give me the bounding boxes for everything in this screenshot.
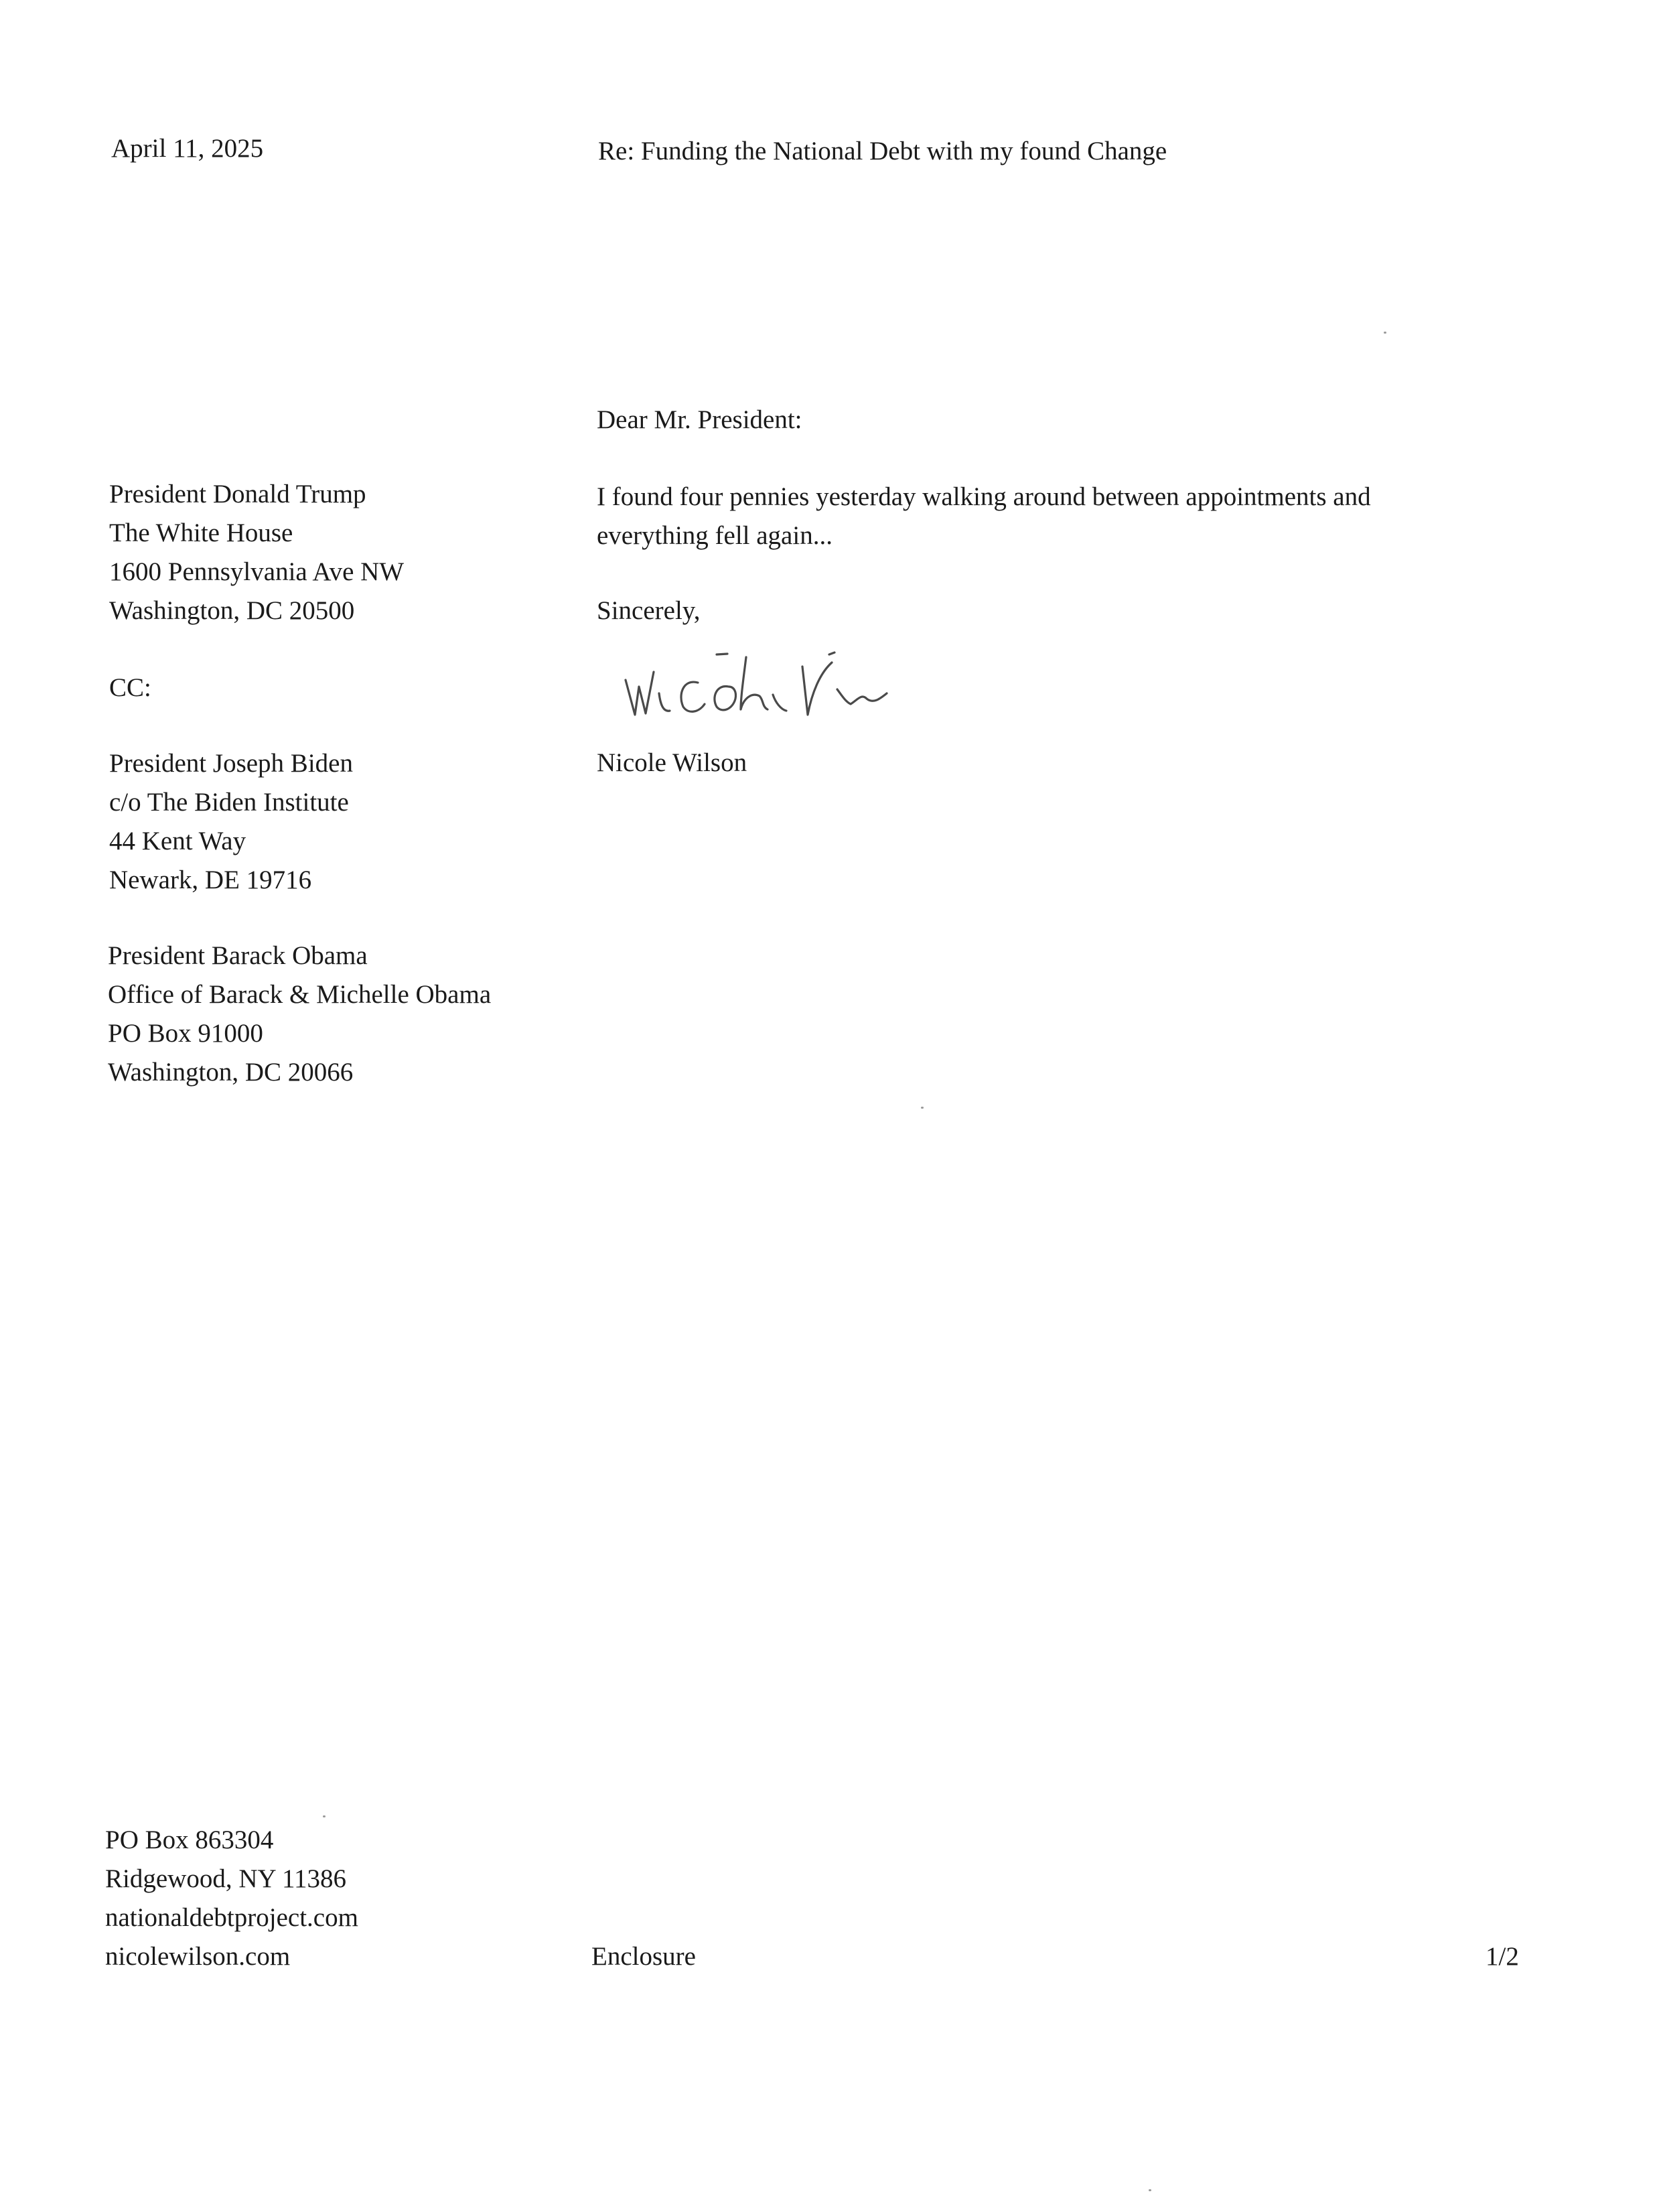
- page-number: 1/2: [1486, 1942, 1519, 1971]
- cc-address: [108, 937, 491, 1092]
- cc-address-line: Office of Barack & Michelle Obama: [108, 980, 492, 1009]
- body-paragraph-line: I found four pennies yesterday walking around between appointments and: [597, 482, 1371, 511]
- signature-name: Nicole Wilson: [597, 748, 747, 777]
- scan-speck: [1149, 2189, 1151, 2191]
- cc-address: [109, 744, 353, 900]
- body-paragraph: [597, 478, 1371, 555]
- enclosure-note: Enclosure: [591, 1942, 696, 1971]
- cc-address-line: PO Box 91000: [108, 1019, 263, 1048]
- scan-speck: [1384, 332, 1386, 334]
- recipient-address: [109, 475, 404, 630]
- recipient-address-line: Washington, DC 20500: [109, 596, 355, 625]
- cc-address-line: President Barack Obama: [108, 941, 368, 970]
- cc-address-line: President Joseph Biden: [109, 749, 353, 778]
- handwritten-signature: [616, 640, 911, 730]
- sender-website-line: nicolewilson.com: [105, 1942, 291, 1971]
- salutation: Dear Mr. President:: [597, 405, 802, 434]
- sender-address-line: PO Box 863304: [105, 1825, 274, 1854]
- sender-website-line: nationaldebtproject.com: [105, 1903, 358, 1932]
- cc-address-line: Newark, DE 19716: [109, 866, 312, 894]
- closing: Sincerely,: [597, 596, 701, 625]
- sender-address: [105, 1821, 358, 1976]
- letter-date: April 11, 2025: [111, 134, 264, 163]
- cc-address-line: 44 Kent Way: [109, 827, 246, 855]
- sender-address-line: Ridgewood, NY 11386: [105, 1864, 347, 1893]
- cc-address-line: Washington, DC 20066: [108, 1058, 354, 1087]
- body-paragraph-line: everything fell again...: [597, 521, 833, 550]
- recipient-address-line: 1600 Pennsylvania Ave NW: [109, 557, 405, 586]
- scan-speck: [323, 1815, 326, 1817]
- recipient-address-line: The White House: [109, 519, 293, 547]
- recipient-address-line: President Donald Trump: [109, 480, 366, 508]
- scan-speck: [921, 1107, 924, 1109]
- cc-address-line: c/o The Biden Institute: [109, 788, 349, 817]
- subject-line: Re: Funding the National Debt with my found Change: [598, 137, 1167, 165]
- cc-label: CC:: [109, 673, 151, 702]
